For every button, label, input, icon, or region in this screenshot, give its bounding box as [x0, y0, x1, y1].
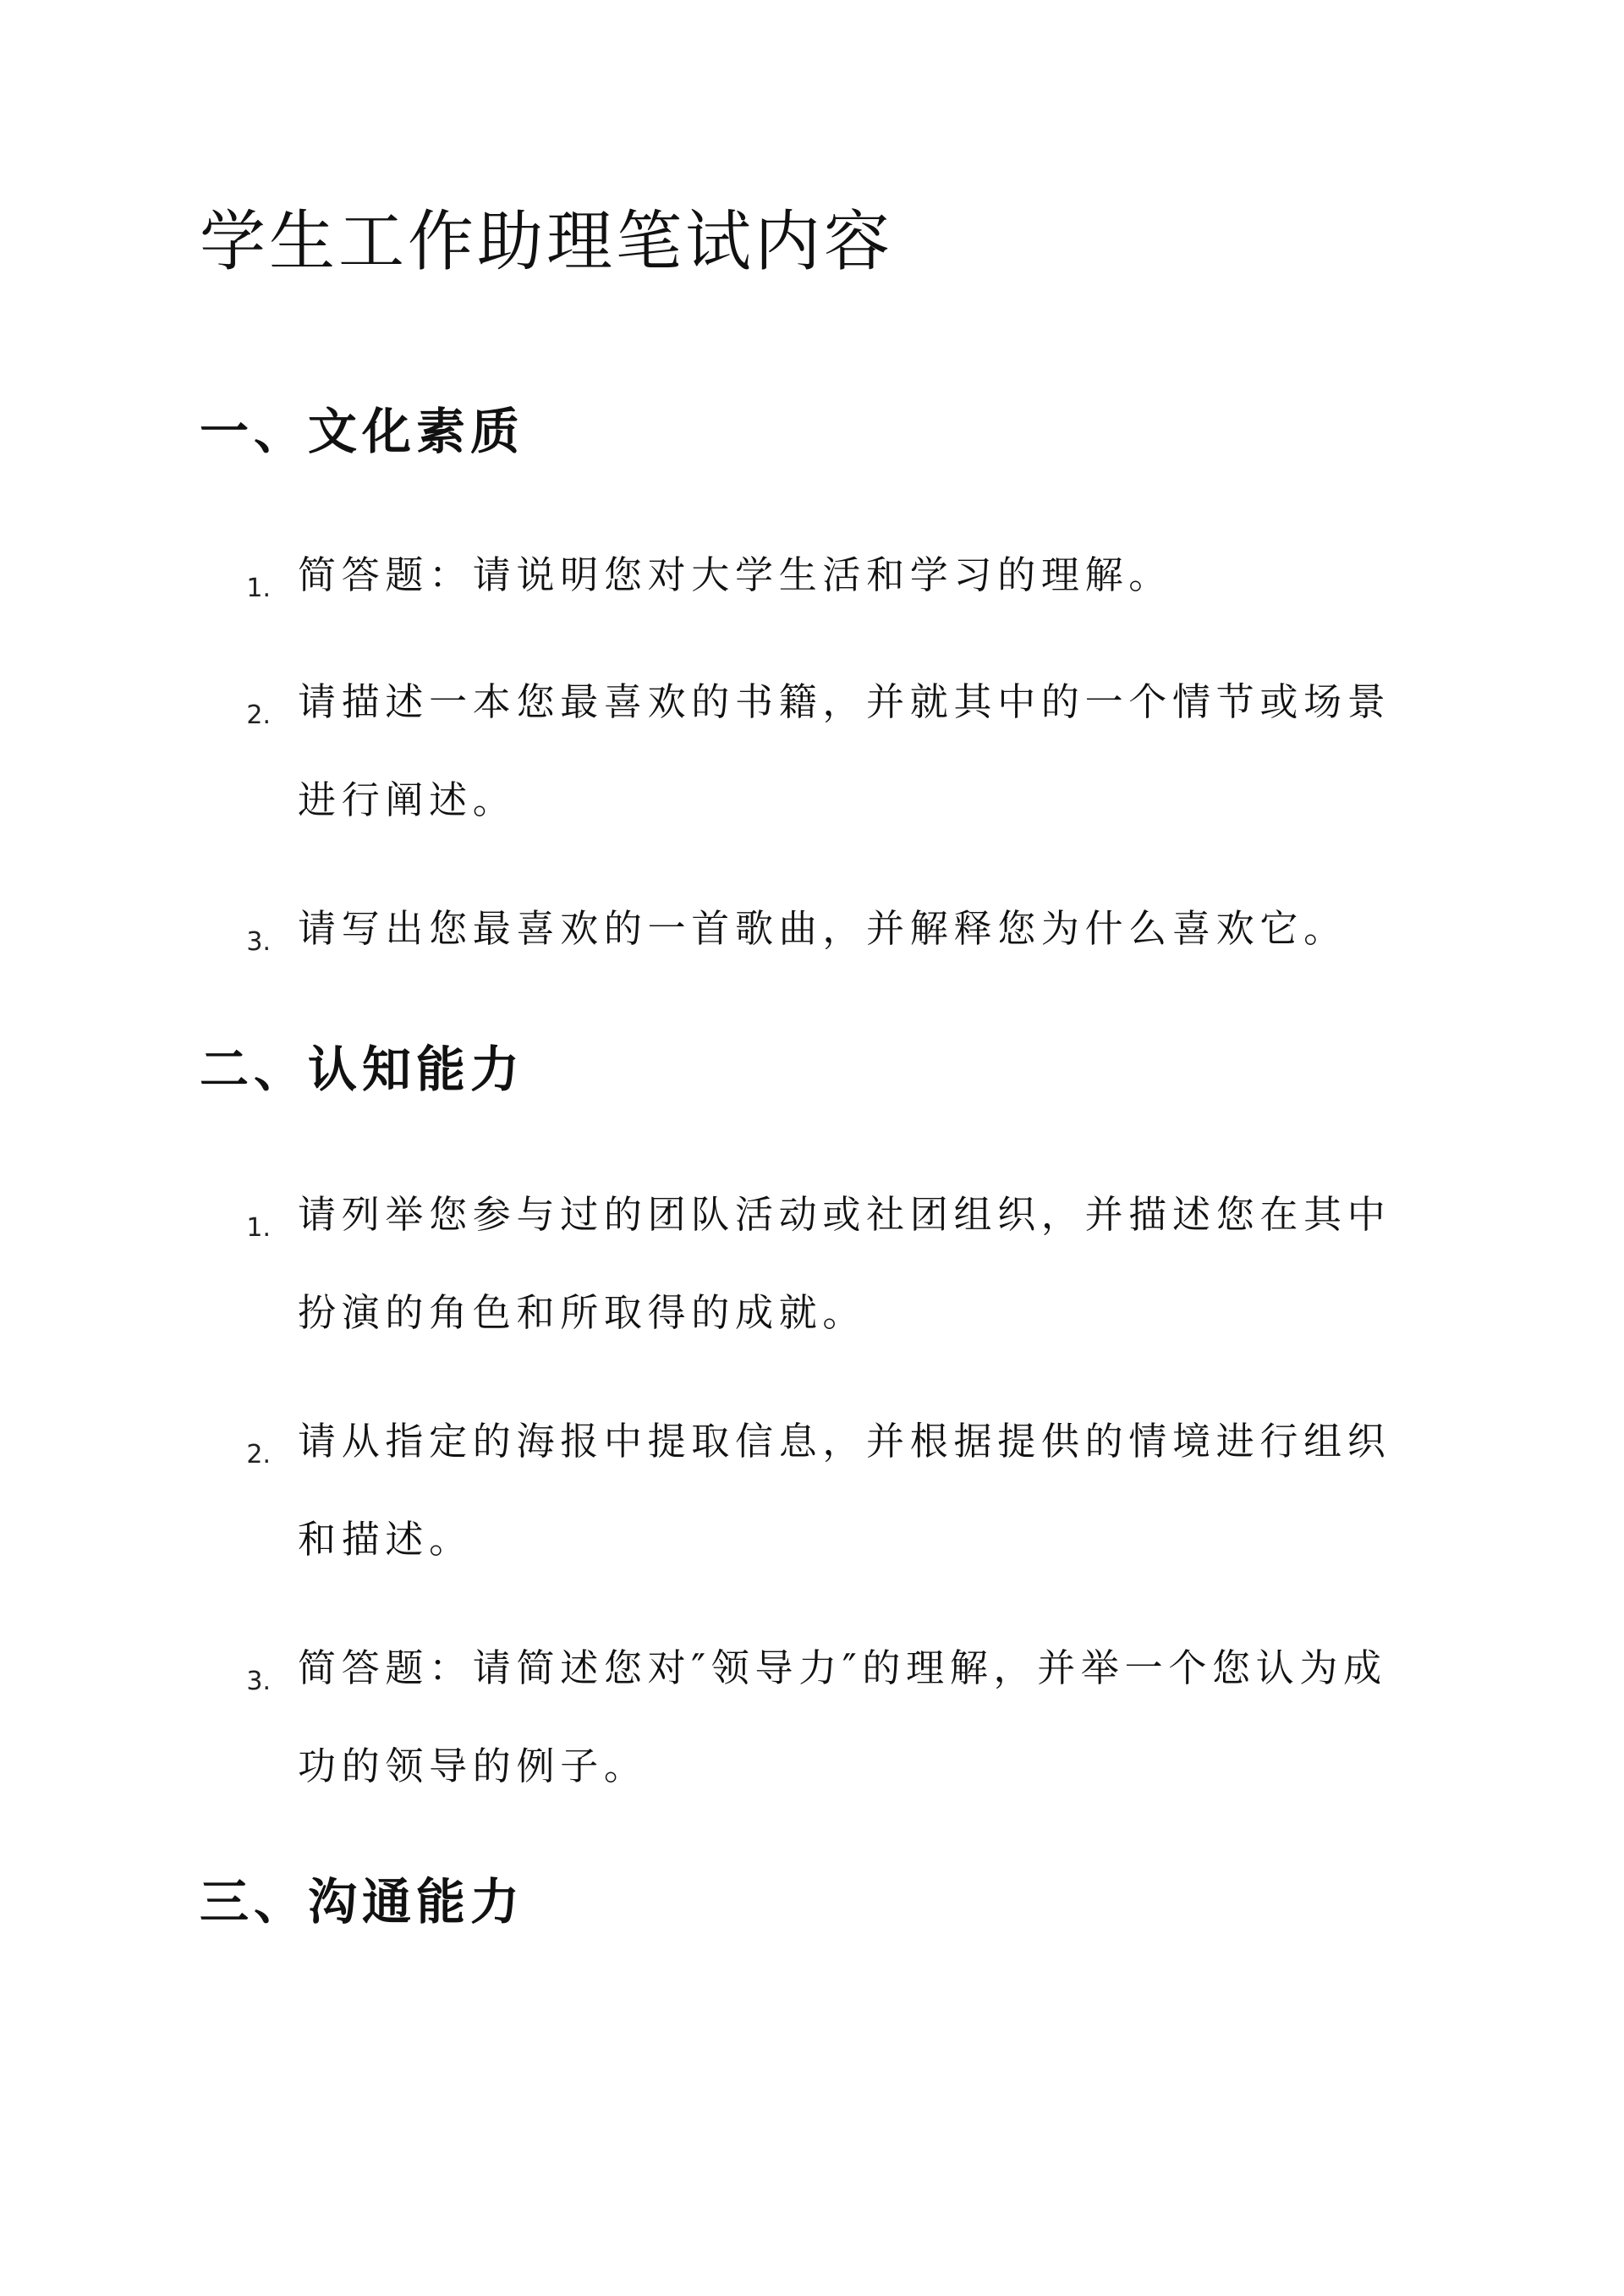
list-item-text: 简答题：请说明您对大学生活和学习的理解。 — [298, 552, 1173, 597]
list-item-text: 请写出您最喜欢的一首歌曲，并解释您为什么喜欢它。 — [298, 906, 1347, 951]
list-item — [245, 1420, 1413, 1623]
section-heading-cognition: 二、认知能力 — [200, 1041, 525, 1098]
list-item-text: 请列举您参与过的团队活动或社团组织，并描述您在其中扮演的角色和所取得的成就。 — [298, 1192, 1391, 1335]
list-item-number: 3. — [246, 927, 271, 957]
list-item — [245, 1193, 1413, 1396]
list-item-number: 2. — [246, 1440, 271, 1469]
list-item-number: 1. — [246, 1213, 271, 1243]
list-item-number: 3. — [246, 1667, 271, 1696]
list-item-number: 2. — [246, 700, 271, 730]
list-item-text: 请从指定的海报中提取信息，并根据提供的情境进行组织和描述。 — [298, 1419, 1391, 1562]
list-item-number: 1. — [246, 574, 271, 603]
section-heading-culture: 一、文化素质 — [200, 403, 525, 460]
list-item — [245, 680, 1413, 883]
section-heading-communication: 三、沟通能力 — [200, 1873, 525, 1931]
list-item-text: 请描述一本您最喜欢的书籍，并就其中的一个情节或场景进行阐述。 — [298, 679, 1391, 822]
list-item — [245, 1646, 1413, 1849]
document-title: 学生工作助理笔试内容 — [200, 204, 894, 280]
list-item-text: 简答题：请简述您对″领导力″的理解，并举一个您认为成功的领导的例子。 — [298, 1645, 1387, 1788]
